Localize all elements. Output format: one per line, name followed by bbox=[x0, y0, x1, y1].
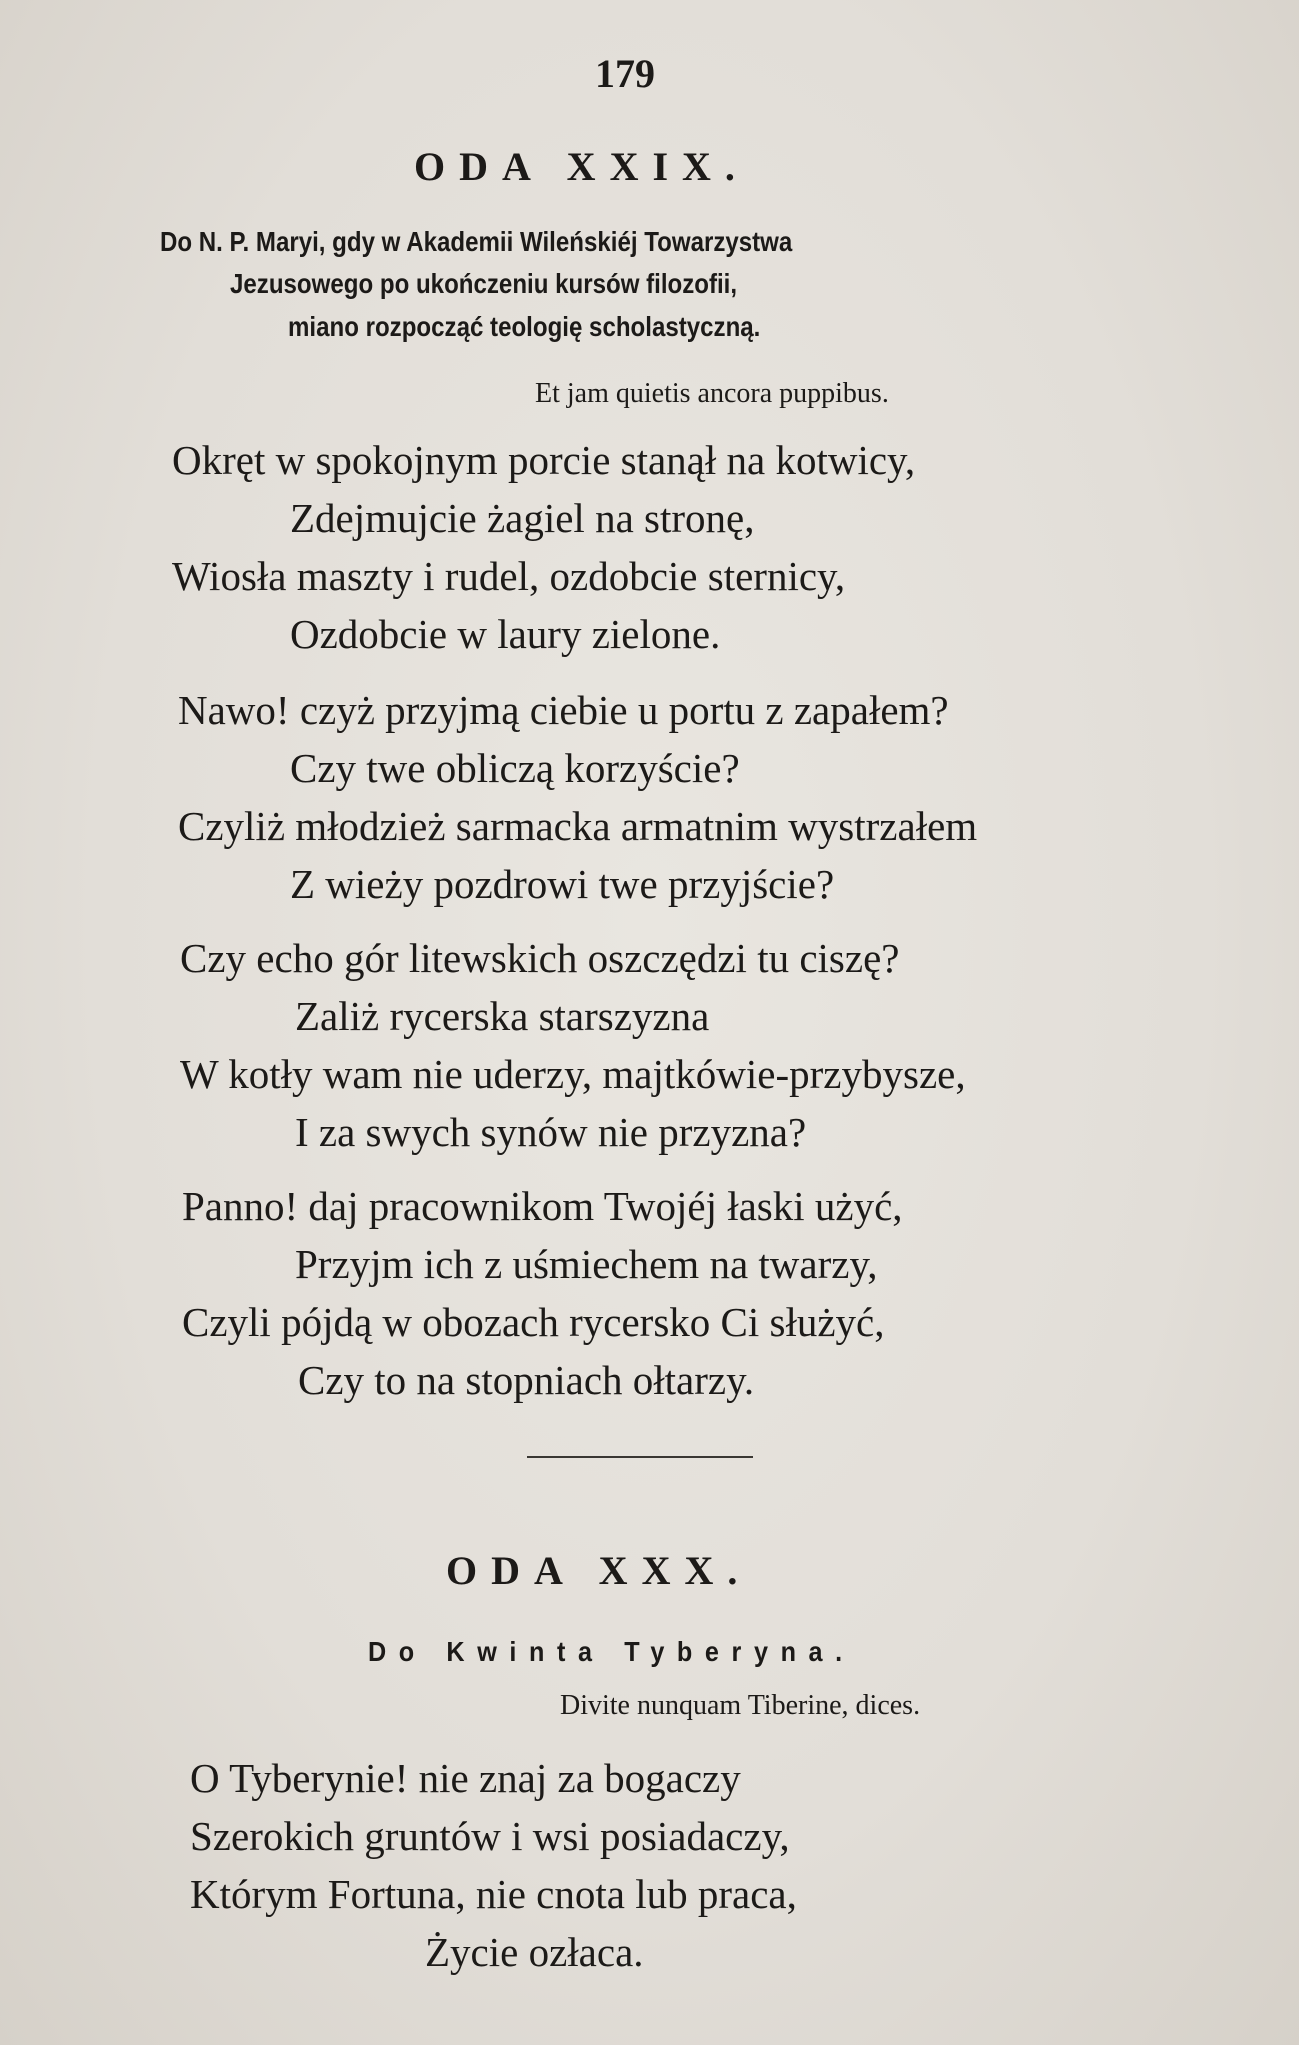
page-number: 179 bbox=[595, 51, 655, 96]
verse-line: Czyli pójdą w obozach rycersko Ci służyć, bbox=[182, 1299, 885, 1345]
verse-line: Czy to na stopniach ołtarzy. bbox=[298, 1357, 755, 1403]
verse-line: Z wieży pozdrowi twe przyjście? bbox=[290, 861, 835, 907]
verse-line: W kotły wam nie uderzy, majtkówie-przybysze, bbox=[180, 1051, 966, 1097]
verse-line: Okręt w spokojnym porcie stanął na kotwicy, bbox=[172, 437, 916, 483]
verse-line: Ozdobcie w laury zielone. bbox=[290, 611, 721, 657]
ode-epigraph: Divite nunquam Tiberine, dices. bbox=[560, 1690, 921, 1721]
section-divider bbox=[527, 1456, 753, 1458]
verse-line: I za swych synów nie przyzna? bbox=[295, 1109, 807, 1155]
verse-line: Czy twe obliczą korzyście? bbox=[290, 745, 740, 791]
verse-line: Przyjm ich z uśmiechem na twarzy, bbox=[295, 1241, 878, 1287]
verse-line: Wiosła maszty i rudel, ozdobcie sternicy, bbox=[172, 553, 846, 599]
verse-line: Nawo! czyż przyjmą ciebie u portu z zapałem? bbox=[178, 687, 949, 733]
verse-line: Zdejmujcie żagiel na stronę, bbox=[290, 495, 755, 541]
ode-title: ODA XXX. bbox=[446, 1548, 752, 1593]
verse-line: Czy echo gór litewskich oszczędzi tu ciszę? bbox=[180, 935, 900, 981]
verse-line: Szerokich gruntów i wsi posiadaczy, bbox=[190, 1813, 790, 1859]
ode-title: ODA XXIX. bbox=[414, 144, 749, 189]
verse-line: Życie ozłaca. bbox=[425, 1929, 644, 1975]
ode-dedication-line: miano rozpocząć teologię scholastyczną. bbox=[288, 311, 761, 342]
verse-line: Którym Fortuna, nie cnota lub praca, bbox=[190, 1871, 797, 1917]
verse-line: Czyliż młodzież sarmacka armatnim wystrzałem bbox=[178, 803, 978, 849]
verse-line: O Tyberynie! nie znaj za bogaczy bbox=[190, 1755, 741, 1801]
ode-dedication-line: Do N. P. Maryi, gdy w Akademii Wileńskiéj Towarzystwa bbox=[160, 226, 793, 257]
ode-dedication-line: Do Kwinta Tyberyna. bbox=[368, 1636, 855, 1667]
verse-line: Zaliż rycerska starszyzna bbox=[295, 993, 710, 1039]
verse-line: Panno! daj pracownikom Twojéj łaski użyć, bbox=[182, 1183, 903, 1229]
ode-dedication-line: Jezusowego po ukończeniu kursów filozofii, bbox=[230, 268, 738, 299]
ode-epigraph: Et jam quietis ancora puppibus. bbox=[535, 378, 889, 409]
